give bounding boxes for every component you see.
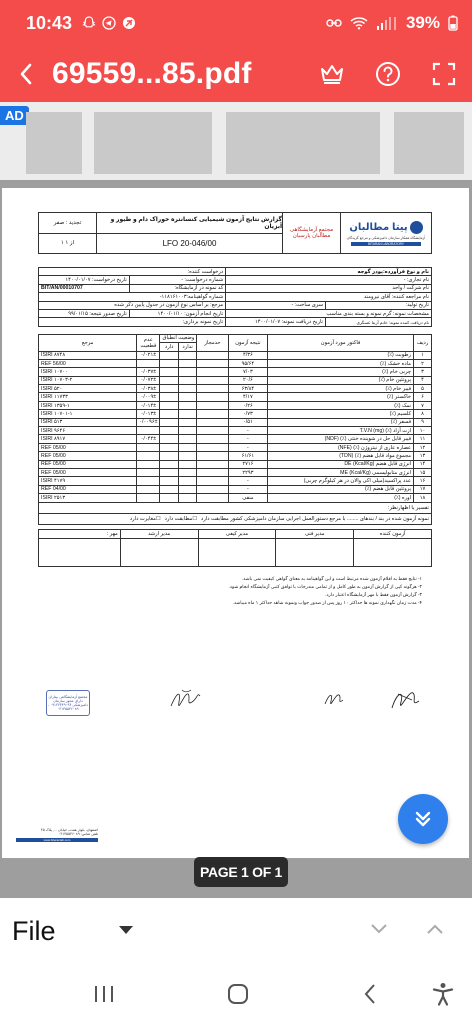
col-header: وضعیت انطباق bbox=[160, 334, 197, 342]
row-number: ۲ bbox=[414, 359, 432, 367]
sign-header: مدیر فنی bbox=[276, 529, 354, 538]
conformity-yes-cell bbox=[160, 385, 178, 393]
conformity-yes-cell bbox=[160, 485, 178, 493]
uncertainty-cell bbox=[137, 452, 160, 460]
snapchat-icon bbox=[82, 16, 96, 30]
factor-cell: انرژی قابل هضم (Kcal/Kg) DE bbox=[268, 460, 414, 468]
limit-cell bbox=[197, 393, 228, 401]
table-row bbox=[39, 359, 432, 367]
logo-subtitle: آزمایشگاه همکار سازمان دامپزشکی و مرجع گزیدگان bbox=[346, 235, 426, 240]
conformity-yes-cell bbox=[160, 427, 178, 435]
accessibility-button[interactable] bbox=[428, 980, 458, 1008]
uncertainty-cell bbox=[137, 485, 160, 493]
conformity-no-cell bbox=[178, 368, 196, 376]
row-number: ۵ bbox=[414, 385, 432, 393]
row-number: ۱۳ bbox=[414, 452, 432, 460]
conformity-no-checkbox: ☐مغایرت دارد bbox=[129, 515, 161, 522]
info-row bbox=[39, 318, 432, 326]
telegram-icon bbox=[102, 16, 116, 30]
info-cell: شماره گواهینامه:۱۱۸۱۶۱۰۰۳- bbox=[39, 293, 226, 301]
back-nav-button[interactable] bbox=[356, 980, 384, 1008]
result-cell: ۹۵/۶۴ bbox=[228, 359, 267, 367]
reference-cell: ISIRI ۱۰۷۰۳-۲ bbox=[39, 376, 137, 384]
factor-cell: ازت آزاد (٪) (T.V.N (mg bbox=[268, 427, 414, 435]
sign-header: مدیر ارشد bbox=[120, 529, 198, 538]
row-number: ۹ bbox=[414, 418, 432, 426]
factor-cell: چربی خام (٪) bbox=[268, 368, 414, 376]
conformity-no-cell bbox=[178, 351, 196, 359]
document-title: 69559...85.pdf bbox=[52, 57, 252, 90]
sign-header: مدیر کیفی bbox=[198, 529, 276, 538]
page-indicator: PAGE 1 OF 1 bbox=[194, 857, 288, 887]
table-row bbox=[39, 452, 432, 460]
table-row bbox=[39, 468, 432, 476]
lab-stamp: مجتمع آزمایشگاهی بیتاران داراي مجوز سازمان دامپزشکی ۰۹۱۲۲۳۳۹۰۹۴ - ۰۳۱۳۵۵۳۶۰۸۹ bbox=[46, 690, 90, 716]
info-cell: نام شرکت / واحد bbox=[226, 284, 432, 292]
info-cell: سری ساخت: - bbox=[226, 301, 326, 309]
result-cell: ۶۳/۸۴ bbox=[228, 385, 267, 393]
reference-cell: ISIRI ۲۵۱۳ bbox=[39, 494, 137, 502]
reference-cell: ISIRI ۱۰۷۰۱-۱ bbox=[39, 410, 137, 418]
result-cell: ۶۱/۶۱ bbox=[228, 452, 267, 460]
factor-cell: اوره (٪) bbox=[268, 494, 414, 502]
table-row bbox=[39, 494, 432, 502]
uncertainty-cell: ۰/۰۴۴± bbox=[137, 435, 160, 443]
info-cell: نام دریافت کننده نمونه: خانم آزیتا عسگری bbox=[326, 318, 432, 326]
reference-cell: ISIRI ۵۱۳ bbox=[39, 418, 137, 426]
sign-cell bbox=[39, 538, 121, 566]
limit-cell bbox=[197, 443, 228, 451]
limit-cell bbox=[197, 359, 228, 367]
uncertainty-cell bbox=[137, 460, 160, 468]
report-header bbox=[38, 212, 432, 254]
conformity-no-cell bbox=[178, 435, 196, 443]
conformity-no-cell bbox=[178, 359, 196, 367]
conformity-no-cell bbox=[178, 452, 196, 460]
footer-phone: تلفن تماس: ۰۳۱۳۵۵۳۶۰۸۹ bbox=[58, 832, 98, 836]
crown-icon bbox=[319, 63, 345, 85]
battery-percent: 39% bbox=[405, 13, 440, 32]
col-header: دارد bbox=[160, 343, 178, 351]
bottom-panel bbox=[0, 898, 472, 964]
ad-thumbnail[interactable] bbox=[26, 112, 82, 174]
conformity-yes-cell bbox=[160, 494, 178, 502]
info-cell: نام و نوع فرآورده:پودر گوجه bbox=[226, 268, 432, 276]
chevron-down-icon bbox=[370, 923, 388, 935]
conformity-yes-cell bbox=[160, 351, 178, 359]
factor-cell: مجموع مواد قابل هضم (٪) (TDN) bbox=[268, 452, 414, 460]
note-line: ۴- مدت زمان نگهداری نمونه ها حداکثر ۱۰ روز پس از صدور جواب ونمونه شاهد حداکثر ۱ ماه میباشد. bbox=[232, 600, 422, 606]
limit-cell bbox=[197, 385, 228, 393]
ad-banner[interactable] bbox=[0, 102, 472, 180]
reference-cell: REF 05/00 bbox=[39, 468, 137, 476]
table-row bbox=[39, 443, 432, 451]
conformity-no-cell bbox=[178, 494, 196, 502]
conformity-no-cell bbox=[178, 410, 196, 418]
uncertainty-cell: ۰/۰۷۲± bbox=[137, 376, 160, 384]
conformity-yes-cell bbox=[160, 359, 178, 367]
result-cell: ۰/۵۱ bbox=[228, 418, 267, 426]
logo-mark bbox=[349, 221, 422, 234]
info-row bbox=[39, 293, 432, 301]
info-cell: مرجع: بر اساس نوع آزمون در جدول پایین ذکر شده bbox=[39, 301, 226, 309]
info-cell: درخواست کننده: bbox=[39, 268, 226, 276]
conformity-no-cell bbox=[178, 418, 196, 426]
conformity-text: نمونه آزمون شده در بند / بندهای ........ با مرجع دستورالعمل اجرایی سازمان دامپزشکی کشور مطابقت دارد bbox=[201, 515, 429, 522]
col-header: ردیف bbox=[414, 334, 432, 351]
help-button[interactable] bbox=[360, 46, 416, 102]
result-cell: منفی bbox=[228, 494, 267, 502]
conformity-no-cell bbox=[178, 460, 196, 468]
factor-cell: انرژی متابولیسمی (Kcal/Kg) ME bbox=[268, 468, 414, 476]
table-row bbox=[39, 427, 432, 435]
revision-box bbox=[39, 213, 97, 253]
row-number: ۳ bbox=[414, 368, 432, 376]
conformity-no-cell bbox=[178, 477, 196, 485]
row-number: ۱ bbox=[414, 351, 432, 359]
pdf-viewer[interactable] bbox=[0, 180, 472, 898]
conformity-yes-checkbox: ☐مطابقت دارد bbox=[164, 515, 198, 522]
conformity-line bbox=[38, 514, 432, 525]
sign-cell bbox=[198, 538, 276, 566]
row-number: ۱۲ bbox=[414, 443, 432, 451]
logo-bar: BITARAN LABORATORY bbox=[351, 242, 421, 246]
uncertainty-cell: ۰/۰۱۳± bbox=[137, 410, 160, 418]
conformity-yes-cell bbox=[160, 435, 178, 443]
info-cell: مشخصات نمونه: گرم نمونه و بسته بندی مناسب bbox=[226, 309, 432, 317]
double-chevron-down-icon bbox=[412, 808, 434, 830]
note-line: ۱- نتایج فقط به اقلام آزمون شده مرتبط است و این گواهینامه به معنای گواهی کیفیت نمی باشد. bbox=[242, 575, 422, 581]
info-cell: BIT/AN/00010707 bbox=[39, 284, 130, 292]
table-row bbox=[39, 477, 432, 485]
result-cell: ۲۲۹۳ bbox=[228, 468, 267, 476]
note-line: ۲- هرگونه کپی از گزارش آزمون به طور کامل و از تمامی مندرجات با توافق کتبی آزمایشگاه انجام شود. bbox=[228, 583, 422, 589]
reference-cell: REF 05/00 bbox=[39, 443, 137, 451]
table-row bbox=[39, 410, 432, 418]
table-row bbox=[39, 485, 432, 493]
info-cell: شماره درخواست: - bbox=[129, 276, 225, 284]
info-cell: نام مراجعه کننده: آقای نیرومند bbox=[226, 293, 432, 301]
no-sim-icon bbox=[122, 16, 136, 30]
info-cell: تاریخ انجام آزمون: ۱۴۰۰/۰۱/۱۰ bbox=[129, 309, 225, 317]
row-number: ۴ bbox=[414, 376, 432, 384]
pdf-page[interactable] bbox=[2, 188, 469, 858]
sign-cell bbox=[120, 538, 198, 566]
caret-down-icon bbox=[118, 925, 134, 935]
result-cell: ۲۰/۶ bbox=[228, 376, 267, 384]
accessibility-icon bbox=[432, 982, 454, 1006]
report-title-box bbox=[97, 213, 283, 253]
result-cell: ۴/۳۶ bbox=[228, 351, 267, 359]
page-count: ۱ از ۱ bbox=[60, 240, 75, 247]
result-cell: ۴/۱۷ bbox=[228, 393, 267, 401]
logo-circle-icon bbox=[410, 221, 423, 234]
sign-header: مهر : bbox=[39, 529, 121, 538]
conformity-yes-cell bbox=[160, 477, 178, 485]
uncertainty-cell: ۰/۰۱۴± bbox=[137, 401, 160, 409]
factor-cell: ماده خشک (٪) bbox=[268, 359, 414, 367]
info-row bbox=[39, 268, 432, 276]
conformity-yes-cell bbox=[160, 401, 178, 409]
conformity-no-cell bbox=[178, 385, 196, 393]
result-cell: - bbox=[228, 443, 267, 451]
signature-2 bbox=[322, 688, 346, 710]
system-nav-bar bbox=[0, 964, 472, 1024]
status-bar bbox=[0, 0, 472, 46]
reference-cell: ISIRI ۸۹۱۷ bbox=[39, 435, 137, 443]
sign-cell bbox=[276, 538, 354, 566]
sign-cell bbox=[354, 538, 432, 566]
ad-thumbnail[interactable] bbox=[226, 112, 380, 174]
logo-text: پیتا مطالبان bbox=[349, 221, 408, 233]
recent-apps-button[interactable] bbox=[90, 980, 118, 1008]
factor-cell: خاکستر (٪) bbox=[268, 393, 414, 401]
uncertainty-cell bbox=[137, 477, 160, 485]
home-button[interactable] bbox=[224, 980, 252, 1008]
info-cell: نام تجاری: - bbox=[226, 276, 432, 284]
conformity-yes-cell bbox=[160, 418, 178, 426]
limit-cell bbox=[197, 418, 228, 426]
uncertainty-cell: ۰/۰۳۸± bbox=[137, 385, 160, 393]
sign-header: آزمون کننده bbox=[354, 529, 432, 538]
limit-cell bbox=[197, 427, 228, 435]
limit-cell bbox=[197, 477, 228, 485]
table-row bbox=[39, 435, 432, 443]
conformity-yes-cell bbox=[160, 468, 178, 476]
conformity-yes-cell bbox=[160, 443, 178, 451]
info-row bbox=[39, 309, 432, 317]
report-document bbox=[38, 212, 432, 711]
reference-cell: ISIRI ۱۰۷۰۰ bbox=[39, 368, 137, 376]
ad-thumbnail[interactable] bbox=[94, 112, 212, 174]
factor-cell: فیبر خام (٪) bbox=[268, 385, 414, 393]
wifi-icon bbox=[350, 16, 368, 30]
sign-row bbox=[39, 538, 432, 566]
limit-cell bbox=[197, 376, 228, 384]
row-number: ۱۱ bbox=[414, 435, 432, 443]
row-number: ۸ bbox=[414, 410, 432, 418]
uncertainty-cell bbox=[137, 427, 160, 435]
row-number: ۱۰ bbox=[414, 427, 432, 435]
results-header-row bbox=[39, 334, 432, 342]
fullscreen-icon bbox=[432, 62, 456, 86]
row-number: ۷ bbox=[414, 401, 432, 409]
limit-cell bbox=[197, 368, 228, 376]
ad-thumbnail[interactable] bbox=[394, 112, 464, 174]
reference-cell: ISIRI ۱۱۷۳۳ bbox=[39, 393, 137, 401]
info-cell: کد نمونه در آزمایشگاه: bbox=[129, 284, 225, 292]
conformity-yes-cell bbox=[160, 393, 178, 401]
reference-cell: ISIRI ۴۱۷۹ bbox=[39, 477, 137, 485]
limit-cell bbox=[197, 410, 228, 418]
limit-cell bbox=[197, 435, 228, 443]
table-row bbox=[39, 460, 432, 468]
uncertainty-cell bbox=[137, 359, 160, 367]
table-row bbox=[39, 351, 432, 359]
results-body bbox=[39, 351, 432, 502]
factor-cell: نمک (٪) bbox=[268, 401, 414, 409]
conformity-yes-cell bbox=[160, 376, 178, 384]
uncertainty-cell: ۰/۰۳۷± bbox=[137, 368, 160, 376]
factor-cell: فسفر (٪) bbox=[268, 418, 414, 426]
form-code: LFO 20-046/00 bbox=[162, 238, 217, 248]
conformity-yes-cell bbox=[160, 452, 178, 460]
signature-table bbox=[38, 529, 432, 567]
result-cell: ۲۷۱۶ bbox=[228, 460, 267, 468]
signal-icon bbox=[376, 16, 398, 30]
factor-cell: عدد پراکسید(میلی اکی والان در هر کیلوگرم چربی) bbox=[268, 477, 414, 485]
limit-cell bbox=[197, 460, 228, 468]
report-title: گزارش نتایج آزمون شیمیایی کنسانتره خوراک دام و طیور و آبزیان bbox=[97, 213, 282, 234]
conformity-yes-cell bbox=[160, 410, 178, 418]
info-row bbox=[39, 301, 432, 309]
uncertainty-cell bbox=[137, 443, 160, 451]
col-header: فاکتور مورد آزمون bbox=[268, 334, 414, 351]
chevron-left-icon bbox=[19, 63, 33, 85]
file-dropdown-button[interactable] bbox=[118, 922, 134, 940]
conformity-no-cell bbox=[178, 376, 196, 384]
factor-cell: فیبر قابل حل در شوینده خنثی (٪) (NDF) bbox=[268, 435, 414, 443]
footer-bar: www.bitaranlab.com bbox=[16, 838, 98, 842]
result-cell: - bbox=[228, 477, 267, 485]
table-row bbox=[39, 376, 432, 384]
info-cell: تاریخ تولید: bbox=[326, 301, 432, 309]
row-number: ۱۵ bbox=[414, 468, 432, 476]
notification-icons bbox=[82, 16, 136, 30]
signature-1 bbox=[168, 686, 202, 712]
back-icon bbox=[363, 983, 377, 1005]
uncertainty-cell bbox=[137, 468, 160, 476]
row-number: ۱۸ bbox=[414, 494, 432, 502]
info-row bbox=[39, 284, 432, 292]
table-row bbox=[39, 385, 432, 393]
status-right bbox=[326, 13, 458, 33]
info-cell: تاریخ دریافت نمونه: ۱۴۰۰/۰۱/۰۷ bbox=[226, 318, 326, 326]
conformity-no-cell bbox=[178, 485, 196, 493]
info-cell: تاریخ درخواست: ۱۴۰۰/۰۱/۰۷ bbox=[39, 276, 130, 284]
col-header: حدمجاز bbox=[197, 334, 228, 351]
row-number: ۱۷ bbox=[414, 485, 432, 493]
conformity-no-cell bbox=[178, 427, 196, 435]
reference-cell: ISIRI ۵۲۰ bbox=[39, 385, 137, 393]
scroll-down-button[interactable] bbox=[398, 794, 448, 844]
table-row bbox=[39, 368, 432, 376]
reference-cell: REF 04/00 bbox=[39, 485, 137, 493]
table-row bbox=[39, 418, 432, 426]
info-row bbox=[39, 276, 432, 284]
footer-address: اصفهان، بلوار همت، خیابان ..., پلاک ۴۵ bbox=[40, 828, 98, 832]
sign-header-row bbox=[39, 529, 432, 538]
col-header: ندارد bbox=[178, 343, 196, 351]
link-icon bbox=[326, 18, 342, 28]
lab-name: مجتمع آزمایشگاهی مطالبان پارسیان bbox=[283, 213, 341, 253]
request-info-table bbox=[38, 267, 432, 327]
interpretation-line: تفسیر یا اظهارنظر: bbox=[38, 503, 432, 514]
reference-cell: REF 05/00 bbox=[39, 460, 137, 468]
limit-cell bbox=[197, 452, 228, 460]
file-label: File bbox=[12, 915, 56, 946]
uncertainty-cell: ۰/۰۰۹۶± bbox=[137, 418, 160, 426]
info-cell: تاریخ صدور نتیجه: ۹۹/۰۱/۱۵ bbox=[39, 309, 130, 317]
premium-button[interactable] bbox=[304, 46, 360, 102]
lab-logo bbox=[341, 213, 431, 253]
uncertainty-cell bbox=[137, 494, 160, 502]
result-cell: ۰/۲۶ bbox=[228, 401, 267, 409]
limit-cell bbox=[197, 485, 228, 493]
note-line: ۳- گزارش آزمون فقط با مهر آزمایشگاه اعتبار دارد. bbox=[325, 591, 422, 597]
conformity-no-cell bbox=[178, 468, 196, 476]
battery-icon bbox=[448, 15, 458, 31]
ad-badge: AD bbox=[0, 106, 29, 125]
footer-logo bbox=[16, 828, 98, 842]
conformity-no-cell bbox=[178, 443, 196, 451]
chevron-up-icon bbox=[426, 923, 444, 935]
table-row bbox=[39, 401, 432, 409]
col-header: مرجع bbox=[39, 334, 137, 351]
help-icon bbox=[375, 61, 401, 87]
row-number: ۱۴ bbox=[414, 460, 432, 468]
recent-apps-icon bbox=[93, 984, 115, 1004]
conformity-yes-cell bbox=[160, 368, 178, 376]
row-number: ۶ bbox=[414, 393, 432, 401]
reference-cell: REF 56/00 bbox=[39, 359, 137, 367]
info-cell: تاریخ نمونه برداری: bbox=[39, 318, 226, 326]
reference-cell: ISIRI ۹۶۴۶ bbox=[39, 427, 137, 435]
signature-3 bbox=[388, 684, 422, 714]
conformity-yes-cell bbox=[160, 460, 178, 468]
back-button[interactable] bbox=[0, 46, 52, 102]
reference-cell: REF 05/00 bbox=[39, 452, 137, 460]
limit-cell bbox=[197, 494, 228, 502]
uncertainty-cell: ۰/۰۰۹± bbox=[137, 393, 160, 401]
reference-cell: ISIRI ۸۷۴۸ bbox=[39, 351, 137, 359]
results-table bbox=[38, 334, 432, 503]
status-time: 10:43 bbox=[26, 12, 73, 33]
limit-cell bbox=[197, 468, 228, 476]
row-number: ۱۶ bbox=[414, 477, 432, 485]
factor-cell: پروتئین خام (٪) bbox=[268, 376, 414, 384]
app-toolbar bbox=[0, 46, 472, 102]
factor-cell: رطوبت (٪) bbox=[268, 351, 414, 359]
factor-cell: کلسیم (٪) bbox=[268, 410, 414, 418]
result-cell: - bbox=[228, 485, 267, 493]
result-cell: - bbox=[228, 427, 267, 435]
report-notes bbox=[38, 575, 432, 608]
next-button[interactable] bbox=[370, 922, 388, 940]
col-header: عدم قطعیت bbox=[137, 334, 160, 351]
result-cell: - bbox=[228, 435, 267, 443]
result-cell: ۷/۰۳ bbox=[228, 368, 267, 376]
result-cell: ۰/۷۳ bbox=[228, 410, 267, 418]
limit-cell bbox=[197, 401, 228, 409]
fullscreen-button[interactable] bbox=[416, 46, 472, 102]
revision-label: تجدید : صفر bbox=[39, 213, 96, 234]
conformity-no-cell bbox=[178, 401, 196, 409]
limit-cell bbox=[197, 351, 228, 359]
previous-button[interactable] bbox=[426, 922, 444, 940]
col-header: نتیجه آزمون bbox=[228, 334, 267, 351]
reference-cell: ISIRI ۱۳۵۹-۱ bbox=[39, 401, 137, 409]
conformity-no-cell bbox=[178, 393, 196, 401]
home-icon bbox=[227, 983, 249, 1005]
factor-cell: پروتئین قابل هضم (٪) bbox=[268, 485, 414, 493]
table-row bbox=[39, 393, 432, 401]
factor-cell: عصاره عاری از نیتروژن (٪) (NFE) bbox=[268, 443, 414, 451]
uncertainty-cell: ۰/۰۲۱± bbox=[137, 351, 160, 359]
